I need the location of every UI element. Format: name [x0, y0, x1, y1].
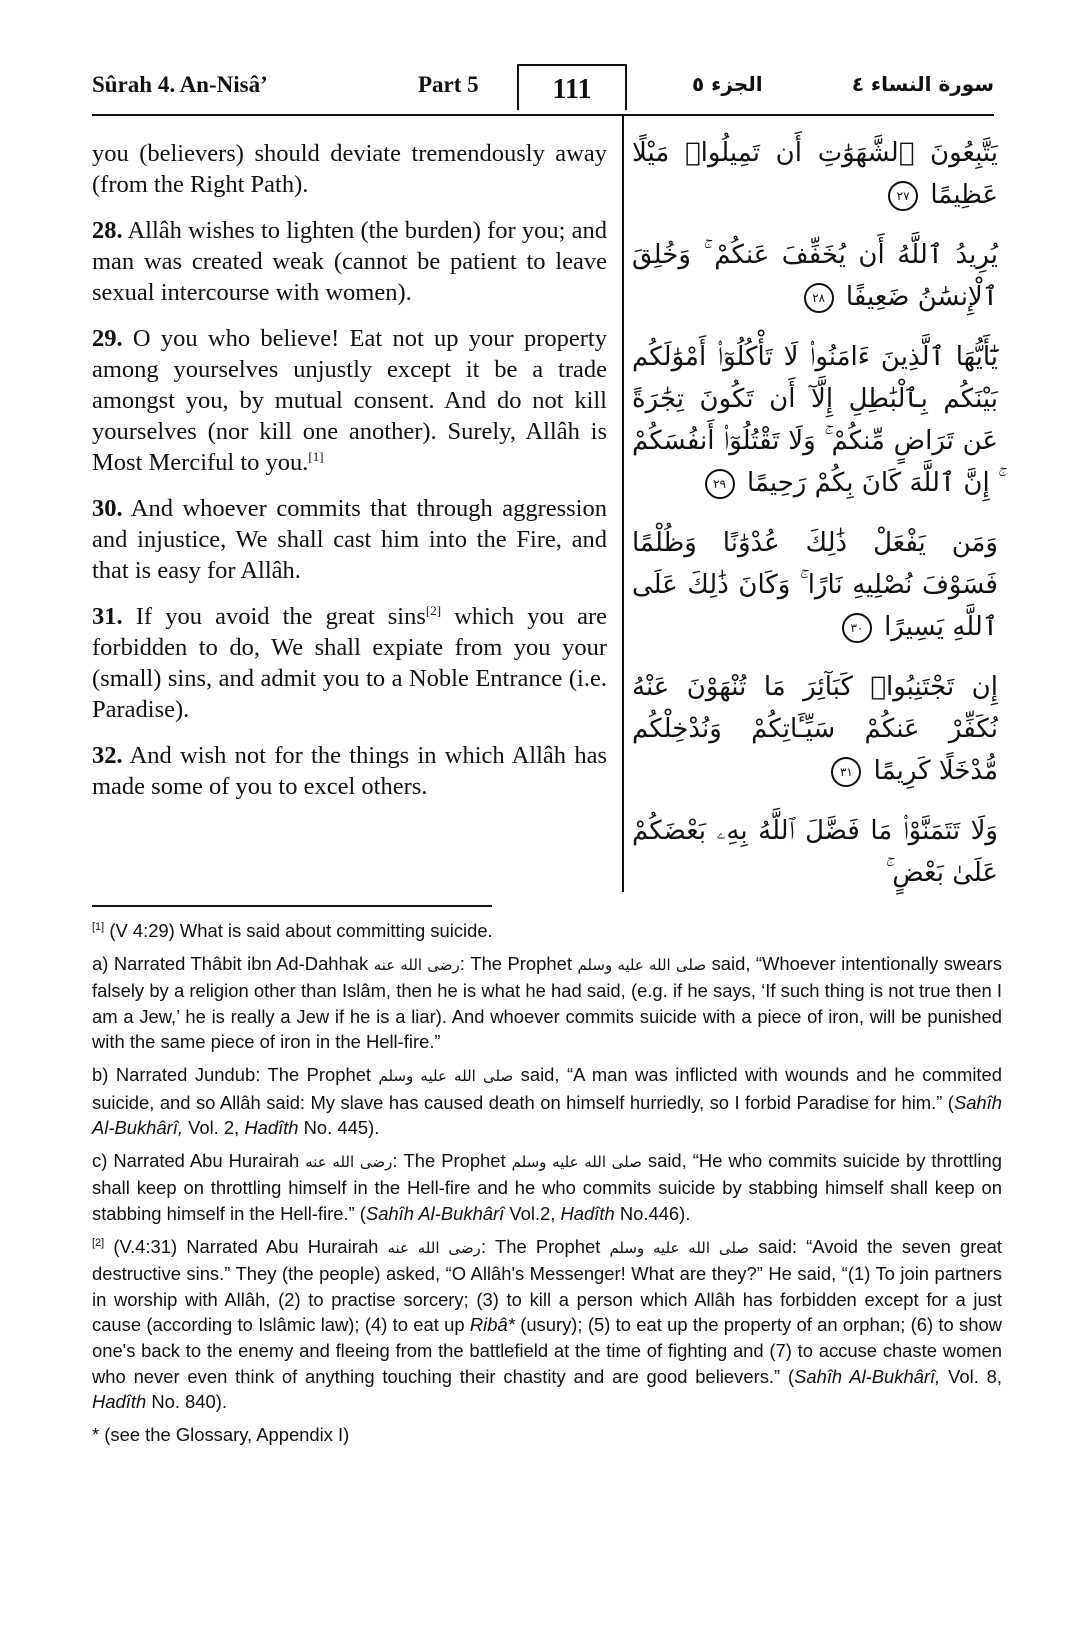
- part-label: Part 5: [418, 72, 479, 97]
- verse-number: 30.: [92, 495, 123, 522]
- footnote-ref[interactable]: [1]: [308, 448, 324, 464]
- footnote-marker: [2]: [92, 1236, 105, 1249]
- honorific-arabic: صلى الله عليه وسلم: [378, 1066, 514, 1085]
- footnote-ref[interactable]: [2]: [425, 602, 442, 618]
- surah-title: Sûrah 4. An-Nisâ’: [92, 72, 268, 97]
- verse-29: 29. O you who believe! Eat not up your property among yourselves unjustly except it be a trade amongst you, by mutual consent. And do not kill yourselves (nor kill one another). Surely, Allâh is Most Merciful to you.[1]: [92, 325, 607, 476]
- column-divider: [622, 114, 624, 892]
- surah-title-arabic: سورة النساء ٤: [851, 72, 994, 96]
- english-translation: [92, 138, 607, 817]
- footnote-1c: c) Narrated Abu Hurairah رضى الله عنه: The Prophet صلى الله عليه وسلم said, “He who commits suicide by throttling shall keep on throttling himself in the Hell-fire and he who commits suicide by stabbing himself shall keep on stabbing himself in the Hell-fire.” (Sahîh Al-Bukhârî Vol.2, Hadîth No.446).: [92, 1149, 1002, 1224]
- arabic-verse-30: وَمَن يَفْعَلْ ذَٰلِكَ عُدْوَٰنًا وَظُلْمًا فَسَوْفَ نُصْلِيهِ نَارًا ۚ وَكَانَ ذَٰلِكَ عَلَى ٱللَّهِ يَسِيرًا ٣٠: [632, 528, 998, 642]
- arabic-verse-32: وَلَا تَتَمَنَّوْا۟ مَا فَضَّلَ ٱللَّهُ بِهِۦ بَعْضَكُمْ عَلَىٰ بَعْضٍ ۚ: [632, 816, 998, 888]
- ayah-marker: ٢٩: [705, 469, 735, 499]
- footnote-rule: [92, 905, 492, 907]
- juz-arabic: الجزء ٥: [692, 72, 763, 96]
- arabic-verse-27: يَتَّبِعُونَ ٱلشَّهَوَٰتِ أَن تَمِيلُوا۟ مَيْلًا عَظِيمًا ٢٧: [632, 138, 998, 210]
- arabic-text: [632, 132, 998, 912]
- verse-number: 31.: [92, 603, 123, 630]
- verse-30: 30. And whoever commits that through aggression and injustice, We shall cast him into the Fire, and that is easy for Allâh.: [92, 495, 607, 584]
- verse-27-continuation: you (believers) should deviate tremendously away (from the Right Path).: [92, 140, 607, 198]
- honorific-arabic: رضى الله عنه: [387, 1238, 481, 1257]
- honorific-arabic: صلى الله عليه وسلم: [577, 955, 707, 974]
- honorific-arabic: رضى الله عنه: [305, 1152, 393, 1171]
- arabic-verse-28: يُرِيدُ ٱللَّهُ أَن يُخَفِّفَ عَنكُمْ ۚ وَخُلِقَ ٱلْإِنسَٰنُ ضَعِيفًا ٢٨: [632, 240, 998, 312]
- ayah-marker: ٣٠: [842, 613, 872, 643]
- verse-32: 32. And wish not for the things in which Allâh has made some of you to excel others.: [92, 742, 607, 800]
- footnote-1-heading: [1] (V 4:29) What is said about committing suicide.: [92, 920, 493, 941]
- verse-number: 28.: [92, 217, 123, 244]
- page-header: [92, 62, 994, 116]
- page-number: 111: [517, 64, 627, 110]
- honorific-arabic: صلى الله عليه وسلم: [609, 1238, 750, 1257]
- verse-31: 31. If you avoid the great sins[2] which you are forbidden to do, We shall expiate from you your (small) sins, and admit you to a Noble Entrance (i.e. Paradise).: [92, 602, 607, 723]
- verse-number: 29.: [92, 325, 123, 352]
- arabic-verse-29: يَٰٓأَيُّهَا ٱلَّذِينَ ءَامَنُوا۟ لَا تَأْكُلُوٓا۟ أَمْوَٰلَكُم بَيْنَكُم بِٱلْبَٰطِلِ إِلَّآ أَن تَكُونَ تِجَٰرَةً عَن تَرَاضٍ مِّنكُمْ ۚ وَلَا تَقْتُلُوٓا۟ أَنفُسَكُمْ ۚ إِنَّ ٱللَّهَ كَانَ بِكُمْ رَحِيمًا ٢٩: [632, 342, 998, 498]
- honorific-arabic: رضى الله عنه: [373, 955, 460, 974]
- glossary-note: * (see the Glossary, Appendix I): [92, 1423, 350, 1445]
- verse-number: 32.: [92, 742, 123, 769]
- footnote-1b: b) Narrated Jundub: The Prophet صلى الله عليه وسلم said, “A man was inflicted with wounds and he commited suicide, and so Allâh said: My slave has caused death on himself hurriedly, so I forbid Paradise for him.” (Sahîh Al-Bukhârî, Vol. 2, Hadîth No. 445).: [92, 1063, 1002, 1139]
- ayah-marker: ٢٧: [888, 181, 918, 211]
- footnote-marker: [1]: [92, 920, 105, 933]
- ayah-marker: ٢٨: [804, 283, 834, 313]
- arabic-verse-31: إِن تَجْتَنِبُوا۟ كَبَآئِرَ مَا تُنْهَوْنَ عَنْهُ نُكَفِّرْ عَنكُمْ سَيِّـَٔاتِكُمْ وَنُدْخِلْكُم مُّدْخَلًا كَرِيمًا ٣١: [632, 672, 998, 786]
- footnote-2: [2] (V.4:31) Narrated Abu Hurairah رضى الله عنه: The Prophet صلى الله عليه وسلم said: “Avoid the seven great destructive sins.” They (the people) asked, “O Allâh's Messenger! What are they?” He said, “(1) To join partners in worship with Allâh, (2) to practise sorcery; (3) to kill a person which Allâh has forbidden except for a just cause (according to Islâmic law); (4) to eat up Ribâ* (usury); (5) to eat up the property of an orphan; (6) to show one's back to the enemy and fleeing from the battlefield at the time of fighting and (7) to accuse chaste women who never even think of anything touching their chastity and are good believers.” (Sahîh Al-Bukhârî, Vol. 8, Hadîth No. 840).: [92, 1235, 1002, 1413]
- honorific-arabic: صلى الله عليه وسلم: [511, 1152, 642, 1171]
- verse-28: 28. Allâh wishes to lighten (the burden) for you; and man was created weak (cannot be patient to leave sexual intercourse with women).: [92, 217, 607, 306]
- footnote-1a: a) Narrated Thâbit ibn Ad-Dahhak رضى الله عنه: The Prophet صلى الله عليه وسلم said, “Whoever intentionally swears falsely by a religion other than Islâm, then he is what he had said, (e.g. if he says, ‘If such thing is not true then I am a Jew,’ he is really a Jew if he is a liar). And whoever commits suicide with a piece of iron, will be punished with the same piece of iron in the Hell-fire.”: [92, 952, 1002, 1053]
- ayah-marker: ٣١: [831, 757, 861, 787]
- footnotes: [92, 918, 1002, 1454]
